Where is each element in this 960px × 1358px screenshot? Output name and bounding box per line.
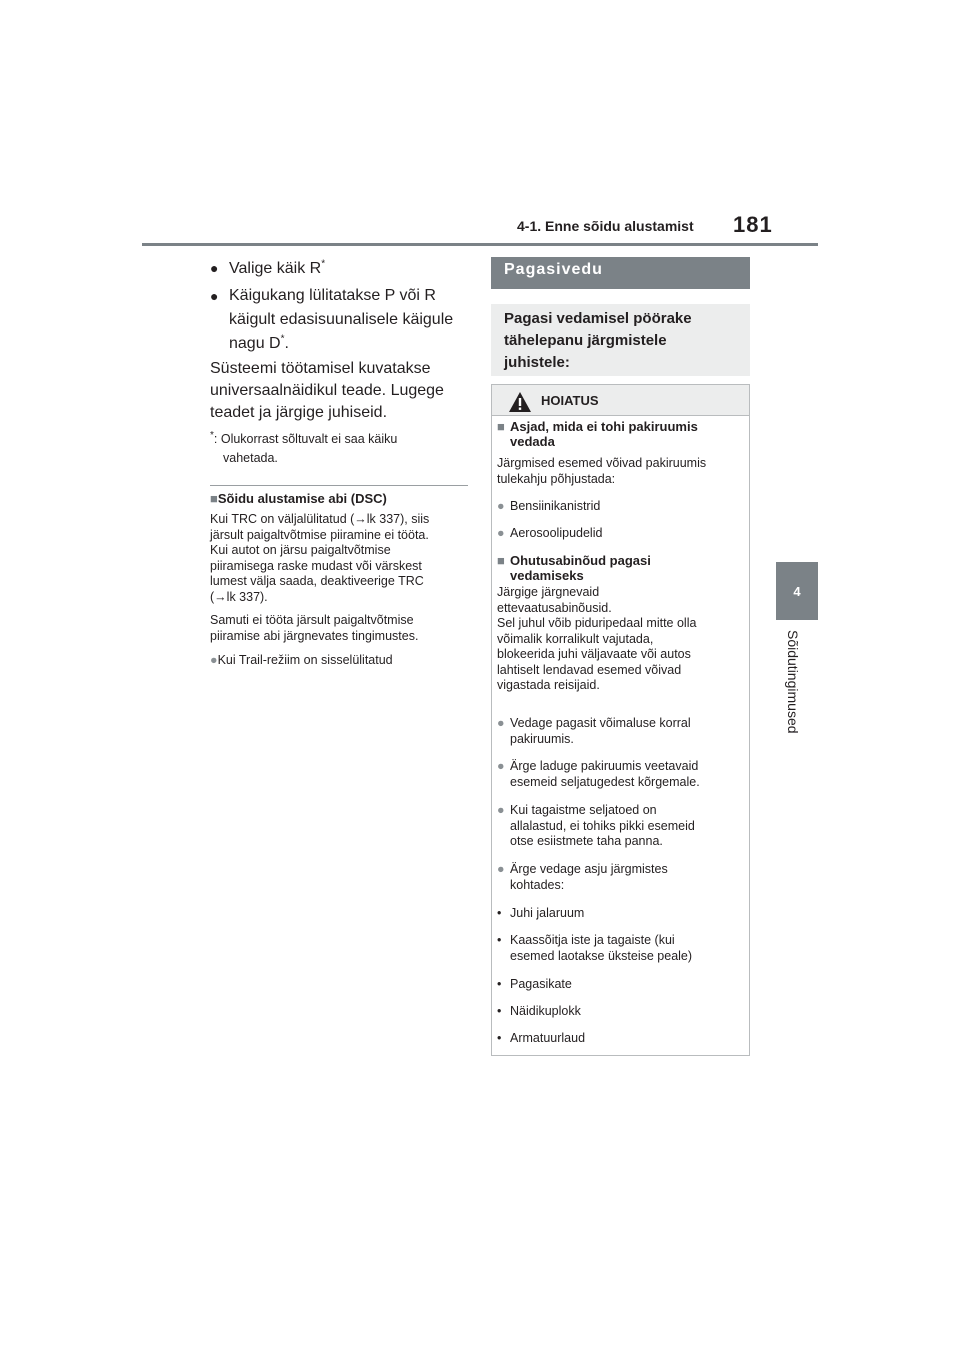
bullet-text: Valige käik R	[229, 260, 322, 277]
chapter-label-text: Sõidutingimused	[785, 630, 801, 734]
bullet-line: Käigukang lülitatakse P või R	[229, 287, 436, 304]
header-rule	[142, 243, 818, 246]
bullet-dot: ●	[497, 862, 505, 876]
dsc-line: lumest välja saada, deaktiveerige TRC	[210, 574, 424, 588]
list-item	[497, 862, 734, 893]
square-marker: ■	[497, 553, 505, 568]
footnote-line: : Olukorrast sõltuvalt ei saa käiku	[213, 432, 398, 446]
bullet-dot: ●	[497, 759, 505, 773]
bullet-gear-r	[210, 257, 325, 280]
warning-text-2	[497, 585, 734, 694]
text-line: ettevaatusabinõusid.	[497, 600, 612, 615]
paragraph-line: universaalnäidikul teade. Lugege	[210, 382, 444, 399]
warning-box	[491, 384, 750, 1056]
dsc-line: piiramise abi järgnevates tingimustes.	[210, 628, 419, 643]
chapter-label	[779, 630, 819, 760]
chapter-number: 4	[793, 583, 801, 599]
footnote-ref: *	[280, 333, 285, 345]
dsc-line: Samuti ei tööta järsult paigaltvõtmise	[210, 613, 414, 627]
item-text: Kui tagaistme seljatoed on	[510, 803, 657, 817]
item-text: Ärge vedage asju järgmistes	[510, 862, 668, 876]
text-line: blokeerida juhi väljavaate või autos	[497, 647, 691, 661]
item-text: esemeid seljatugedest kõrgemale.	[510, 774, 700, 789]
bullet-dot: ●	[497, 499, 505, 513]
dsc-body	[210, 512, 468, 605]
warning-triangle-icon	[508, 391, 532, 413]
heading-line: vedada	[510, 434, 555, 449]
list-item	[497, 716, 734, 747]
footnote-line: vahetada.	[223, 451, 278, 465]
sub-item-text: esemed laotakse üksteise peale)	[510, 948, 693, 963]
dsc-heading-text: Sõidu alustamise abi (DSC)	[217, 491, 387, 506]
warning-text-1	[497, 456, 734, 487]
dsc-line: Kui TRC on väljalülitatud (→lk 337), siis	[210, 512, 430, 526]
warning-heading-2	[497, 553, 734, 583]
intro-box	[491, 304, 750, 376]
section-title: 4-1. Enne sõidu alustamist	[517, 218, 694, 234]
heading-line: Asjad, mida ei tohi pakiruumis	[510, 419, 698, 434]
square-marker: ■	[497, 419, 505, 434]
sub-item-text: Kaassõitja iste ja tagaiste (kui	[510, 933, 675, 947]
item-text: allalastud, ei tohiks pikki esemeid	[510, 818, 695, 833]
bullet-dot: ●	[497, 803, 505, 817]
warning-heading-1	[497, 419, 734, 449]
bullet-dot: ●	[497, 716, 505, 730]
info-paragraph	[210, 358, 444, 424]
warning-title: HOIATUS	[541, 393, 599, 408]
page-number: 181	[733, 212, 773, 237]
dsc-item-text: Kui Trail-režiim on sisselülitatud	[217, 653, 393, 667]
sub-item	[497, 906, 734, 922]
section-bar	[491, 257, 750, 289]
list-item	[497, 759, 734, 790]
bullet-dot: ●	[210, 260, 219, 276]
list-item	[497, 803, 734, 850]
dsc-item	[210, 653, 468, 669]
footnote-ref: *	[321, 258, 326, 270]
sub-item-text: Pagasikate	[510, 977, 572, 991]
item-text: pakiruumis.	[510, 731, 574, 746]
heading-line: vedamiseks	[510, 568, 584, 583]
text-line: võimalik korralikult vajutada,	[497, 631, 654, 646]
item-text: Ärge laduge pakiruumis veetavaid	[510, 759, 699, 773]
bullet-gear-change	[210, 284, 453, 356]
sub-item-text: Näidikuplokk	[510, 1004, 581, 1018]
item-text: Aerosoolipudelid	[510, 526, 603, 540]
list-item	[497, 526, 734, 542]
chapter-tab	[776, 562, 818, 620]
bullet-punct: .	[284, 335, 289, 352]
sub-item-text: Armatuurlaud	[510, 1031, 586, 1045]
dsc-line: (→lk 337).	[210, 589, 268, 604]
footnote-mark: *	[210, 429, 214, 441]
list-item	[497, 499, 734, 515]
text-line: tulekahju põhjustada:	[497, 471, 616, 486]
intro-text	[504, 308, 734, 374]
footnote	[210, 430, 397, 468]
section-bar-title: Pagasivedu	[504, 261, 603, 278]
sub-item	[497, 977, 734, 993]
sub-marker: •	[497, 906, 502, 920]
warning-header	[492, 385, 749, 416]
sub-item	[497, 1004, 734, 1020]
sub-marker: •	[497, 1004, 502, 1018]
intro-line: tähelepanu järgmistele	[504, 332, 667, 349]
sub-marker: •	[497, 933, 502, 947]
dsc-line: Kui autot on järsu paigaltvõtmise	[210, 543, 391, 557]
bullet-line: nagu D	[229, 335, 281, 352]
intro-line: juhistele:	[504, 354, 570, 371]
sub-marker: •	[497, 1031, 502, 1045]
bullet-dot: ●	[497, 526, 505, 540]
text-line: Sel juhul võib piduripedaal mitte olla	[497, 616, 697, 630]
text-line: Järgmised esemed võivad pakiruumis	[497, 456, 707, 470]
sub-item	[497, 1031, 734, 1047]
item-text: Bensiinikanistrid	[510, 499, 601, 513]
sub-marker: •	[497, 977, 502, 991]
intro-line: Pagasi vedamisel pöörake	[504, 310, 692, 327]
bullet-dot: ●	[210, 653, 218, 667]
text-line: Järgige järgnevaid	[497, 585, 600, 599]
text-line: lahtiselt lendavad esemed võivad	[497, 662, 682, 677]
dsc-heading	[210, 491, 387, 506]
divider	[210, 485, 468, 486]
bullet-dot: ●	[210, 288, 219, 304]
dsc-line: järsult paigaltvõtmise piiramine ei tööta.	[210, 527, 429, 542]
paragraph-line: teadet ja järgige juhiseid.	[210, 404, 388, 421]
sub-item	[497, 933, 734, 964]
dsc-body-2	[210, 613, 468, 644]
text-line: vigastada reisijaid.	[497, 678, 600, 692]
square-marker: ■	[210, 491, 218, 506]
bullet-line: käigult edasisuunalisele käigule	[229, 311, 454, 328]
paragraph-line: Süsteemi töötamisel kuvatakse	[210, 360, 431, 377]
item-text: Vedage pagasit võimaluse korral	[510, 716, 691, 730]
dsc-line: piiramisega raske mudast või värskest	[210, 558, 422, 573]
item-text: otse esiistmete taha panna.	[510, 834, 663, 848]
heading-line: Ohutusabinõud pagasi	[510, 553, 651, 568]
sub-item-text: Juhi jalaruum	[510, 906, 585, 920]
item-text: kohtades:	[510, 877, 565, 892]
